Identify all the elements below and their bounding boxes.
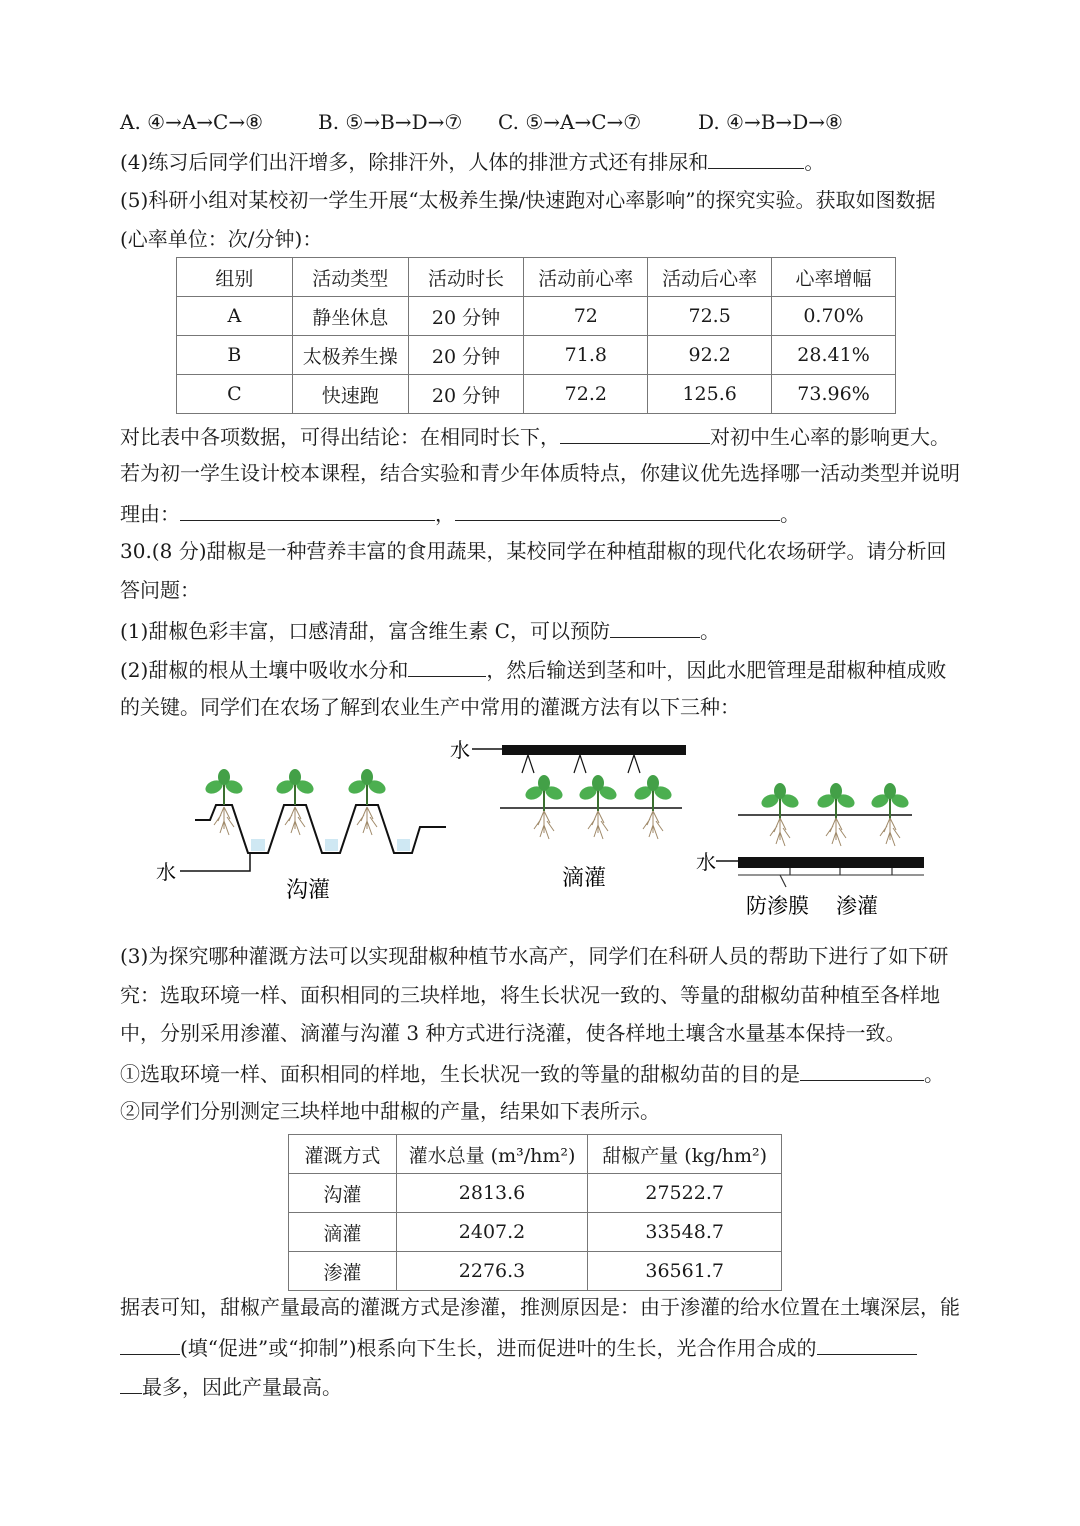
- suggest-line2: 理由： ， 。: [120, 498, 800, 528]
- q30-part2-line1: (2)甜椒的根从土壤中吸收水分和 ，然后输送到茎和叶，因此水肥管理是甜椒种植成败: [120, 654, 946, 684]
- water-label: 水: [696, 850, 716, 874]
- table-cell: 27522.7: [588, 1174, 782, 1213]
- heart-rate-table: [176, 257, 896, 414]
- table-header: 灌水总量 (m³/hm²): [396, 1135, 588, 1174]
- drip-label: 滴灌: [562, 866, 607, 891]
- answer-blank[interactable]: [817, 1332, 917, 1355]
- table-cell: 静坐休息: [292, 297, 408, 336]
- table-cell: 20 分钟: [408, 336, 524, 375]
- membrane-label: 防渗膜: [746, 894, 809, 918]
- table-header: 活动类型: [292, 258, 408, 297]
- table-cell: 125.6: [648, 375, 772, 414]
- table-cell: 72.5: [648, 297, 772, 336]
- q30-answer-line2: (填“促进”或“抑制”)根系向下生长，进而促进叶的生长，光合作用合成的: [120, 1332, 917, 1362]
- q30-part1: (1)甜椒色彩丰富，口感清甜，富含维生素 C，可以预防 。: [120, 615, 720, 645]
- table-cell: 沟灌: [289, 1174, 397, 1213]
- q30-answer-line1: 据表可知，甜椒产量最高的灌溉方式是渗灌，推测原因是：由于渗灌的给水位置在土壤深层，能: [120, 1295, 960, 1319]
- seepage-label: 渗灌: [836, 894, 878, 918]
- option-d: D. ④→B→D→⑧: [698, 110, 843, 134]
- table-cell: 渗灌: [289, 1252, 397, 1291]
- table-row: [289, 1252, 782, 1291]
- furrow-label: 沟灌: [286, 878, 331, 903]
- q30-part2-line2: 的关键。同学们在农场了解到农业生产中常用的灌溉方法有以下三种：: [120, 695, 740, 719]
- answer-blank[interactable]: [120, 1332, 180, 1355]
- table-cell: 2813.6: [396, 1174, 588, 1213]
- option-a: A. ④→A→C→⑧: [120, 110, 264, 134]
- table-cell: 36561.7: [588, 1252, 782, 1291]
- table-header: 活动时长: [408, 258, 524, 297]
- irrigation-yield-table: [288, 1134, 782, 1291]
- table-header: 组别: [177, 258, 293, 297]
- question-4: (4)练习后同学们出汗增多，除排汗外，人体的排泄方式还有排尿和 。: [120, 146, 824, 176]
- table-cell: 太极养生操: [292, 336, 408, 375]
- table-cell: 33548.7: [588, 1213, 782, 1252]
- q30-part3-line2: 究：选取环境一样、面积相同的三块样地，将生长状况一致的、等量的甜椒幼苗种植至各样地: [120, 983, 940, 1007]
- answer-blank[interactable]: [408, 654, 486, 677]
- table-row: [177, 336, 896, 375]
- answer-blank[interactable]: [120, 1371, 142, 1394]
- q30-part3-q2: ②同学们分别测定三块样地中甜椒的产量，结果如下表所示。: [120, 1099, 660, 1123]
- conclusion-line: 对比表中各项数据，可得出结论：在相同时长下， 对初中生心率的影响更大。: [120, 421, 950, 451]
- table-header: 活动前心率: [524, 258, 648, 297]
- table-cell: C: [177, 375, 293, 414]
- table-cell: 2276.3: [396, 1252, 588, 1291]
- table-cell: 快速跑: [292, 375, 408, 414]
- table-cell: 20 分钟: [408, 297, 524, 336]
- answer-blank[interactable]: [455, 498, 780, 521]
- answer-blank[interactable]: [610, 615, 700, 638]
- table-cell: 73.96%: [772, 375, 896, 414]
- option-b: B. ⑤→B→D→⑦: [318, 110, 463, 134]
- q30-intro-line2: 答问题：: [120, 578, 200, 602]
- table-row: [289, 1213, 782, 1252]
- table-cell: 2407.2: [396, 1213, 588, 1252]
- q30-intro-line1: 30.(8 分)甜椒是一种营养丰富的食用蔬果，某校同学在种植甜椒的现代化农场研学。请分析回: [120, 539, 947, 563]
- table-cell: 72.2: [524, 375, 648, 414]
- table-cell: A: [177, 297, 293, 336]
- answer-blank[interactable]: [180, 498, 435, 521]
- seepage-irrigation-diagram: [696, 783, 924, 918]
- answer-blank[interactable]: [800, 1058, 924, 1081]
- option-c: C. ⑤→A→C→⑦: [498, 110, 642, 134]
- table-header-row: [177, 258, 896, 297]
- table-row: [177, 375, 896, 414]
- table-cell: 72: [524, 297, 648, 336]
- table-header: 灌溉方式: [289, 1135, 397, 1174]
- table-cell: 28.41%: [772, 336, 896, 375]
- question-5-line1: (5)科研小组对某校初一学生开展“太极养生操/快速跑对心率影响”的探究实验。获取如图数据: [120, 188, 936, 212]
- irrigation-figure: [150, 735, 950, 930]
- water-label: 水: [156, 860, 176, 884]
- q30-part3-line1: (3)为探究哪种灌溉方法可以实现甜椒种植节水高产，同学们在科研人员的帮助下进行了如下研: [120, 944, 949, 968]
- drip-irrigation-diagram: [450, 738, 686, 891]
- table-header: 活动后心率: [648, 258, 772, 297]
- q30-answer-line3: 最多，因此产量最高。: [120, 1371, 342, 1401]
- table-cell: 71.8: [524, 336, 648, 375]
- table-header-row: [289, 1135, 782, 1174]
- suggest-line1: 若为初一学生设计校本课程，结合实验和青少年体质特点，你建议优先选择哪一活动类型并说明: [120, 461, 960, 485]
- answer-blank[interactable]: [708, 146, 804, 169]
- table-row: [289, 1174, 782, 1213]
- table-cell: 滴灌: [289, 1213, 397, 1252]
- q30-part3-q1: ①选取环境一样、面积相同的样地，生长状况一致的等量的甜椒幼苗的目的是 。: [120, 1058, 944, 1088]
- table-cell: 92.2: [648, 336, 772, 375]
- table-row: [177, 297, 896, 336]
- water-label: 水: [450, 738, 470, 762]
- table-cell: 0.70%: [772, 297, 896, 336]
- answer-blank[interactable]: [560, 421, 710, 444]
- table-cell: 20 分钟: [408, 375, 524, 414]
- table-header: 甜椒产量 (kg/hm²): [588, 1135, 782, 1174]
- q30-part3-line3: 中，分别采用渗灌、滴灌与沟灌 3 种方式进行浇灌，使各样地土壤含水量基本保持一致。: [120, 1021, 906, 1045]
- table-header: 心率增幅: [772, 258, 896, 297]
- question-5-line2: (心率单位：次/分钟)：: [120, 227, 323, 251]
- furrow-irrigation-diagram: [156, 769, 446, 903]
- table-cell: B: [177, 336, 293, 375]
